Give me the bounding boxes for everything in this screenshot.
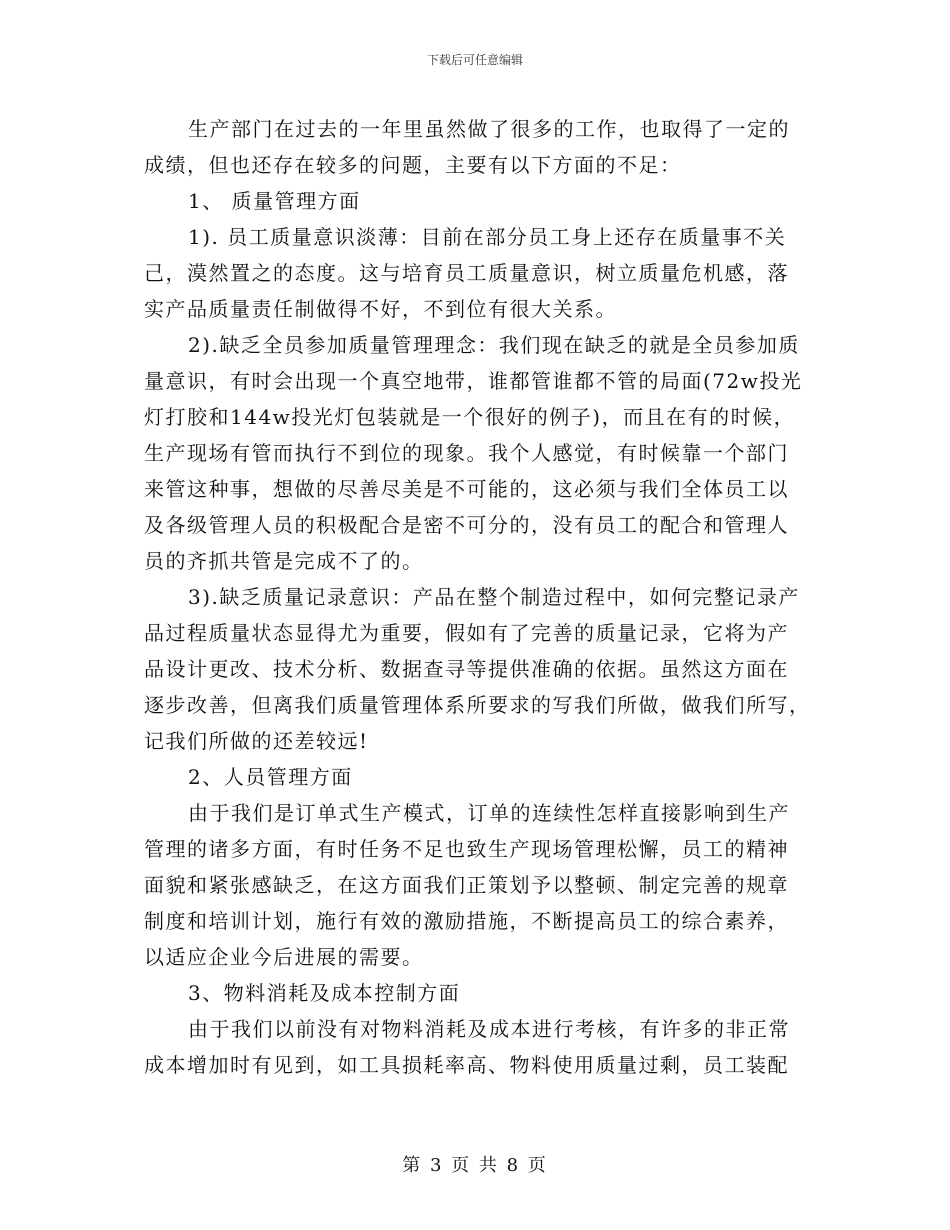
- text-line: 制度和培训计划，施行有效的激励措施，不断提高员工的综合素养，: [144, 909, 789, 933]
- text-line: 己，漠然置之的态度。这与培育员工质量意识，树立质量危机感，落: [144, 261, 789, 285]
- text-line: 3、物料消耗及成本控制方面: [188, 981, 461, 1005]
- text-line: 2).缺乏全员参加质量管理理念：我们现在缺乏的就是全员参加质: [188, 333, 800, 357]
- text-line: 2、人员管理方面: [188, 765, 353, 789]
- text-line: 3).缺乏质量记录意识：产品在整个制造过程中，如何完整记录产: [188, 585, 800, 609]
- text-line: 来管这种事，想做的尽善尽美是不可能的，这必须与我们全体员工以: [144, 477, 789, 501]
- text-line: 量意识，有时会出现一个真空地带，谁都管谁都不管的局面(72w投光: [144, 369, 803, 393]
- text-line: 品过程质量状态显得尤为重要，假如有了完善的质量记录，它将为产: [144, 621, 789, 645]
- text-line: 由于我们是订单式生产模式，订单的连续性怎样直接影响到生产: [188, 801, 790, 825]
- page-header: 下载后可任意编辑: [426, 53, 523, 67]
- paragraph-quality-1: [144, 219, 804, 327]
- text-line: 员的齐抓共管是完成不了的。: [144, 549, 424, 573]
- section-heading-personnel: [144, 759, 804, 795]
- text-line: 成本增加时有见到，如工具损耗率高、物料使用质量过剩，员工装配: [144, 1053, 789, 1077]
- section-heading-quality: [144, 183, 804, 219]
- paragraph-intro: [144, 111, 804, 183]
- paragraph-quality-2: [144, 327, 804, 579]
- text-line: 由于我们以前没有对物料消耗及成本进行考核，有许多的非正常: [188, 1017, 790, 1041]
- text-line: 1). 员工质量意识淡薄：目前在部分员工身上还存在质量事不关: [188, 225, 787, 249]
- text-line: 灯打胶和144w投光灯包装就是一个很好的例子)，而且在有的时候，: [144, 405, 796, 429]
- text-line: 生产现场有管而执行不到位的现象。我个人感觉，有时候靠一个部门: [144, 441, 789, 465]
- text-line: 实产品质量责任制做得不好，不到位有很大关系。: [144, 297, 617, 321]
- text-line: 成绩，但也还存在较多的问题，主要有以下方面的不足：: [144, 153, 682, 177]
- text-line: 面貌和紧张感缺乏，在这方面我们正策划予以整顿、制定完善的规章: [144, 873, 789, 897]
- text-line: 品设计更改、技术分析、数据查寻等提供准确的依据。虽然这方面在: [144, 657, 789, 681]
- section-heading-materials: [144, 975, 804, 1011]
- text-line: 以适应企业今后进展的需要。: [144, 945, 424, 969]
- paragraph-materials: [144, 1011, 804, 1083]
- text-line: 生产部门在过去的一年里虽然做了很多的工作，也取得了一定的: [188, 117, 790, 141]
- text-line: 逐步改善，但离我们质量管理体系所要求的写我们所做，做我们所写，: [144, 693, 811, 717]
- paragraph-personnel: [144, 795, 804, 975]
- text-line: 记我们所做的还差较远!: [144, 729, 369, 753]
- document-body: [144, 111, 811, 1083]
- text-line: 及各级管理人员的积极配合是密不可分的，没有员工的配合和管理人: [144, 513, 789, 537]
- page-number-footer: 第 3 页 共 8 页: [402, 1155, 548, 1176]
- text-line: 管理的诸多方面，有时任务不足也致生产现场管理松懈，员工的精神: [144, 837, 789, 861]
- paragraph-quality-3: [144, 579, 811, 759]
- text-line: 1、 质量管理方面: [188, 189, 361, 213]
